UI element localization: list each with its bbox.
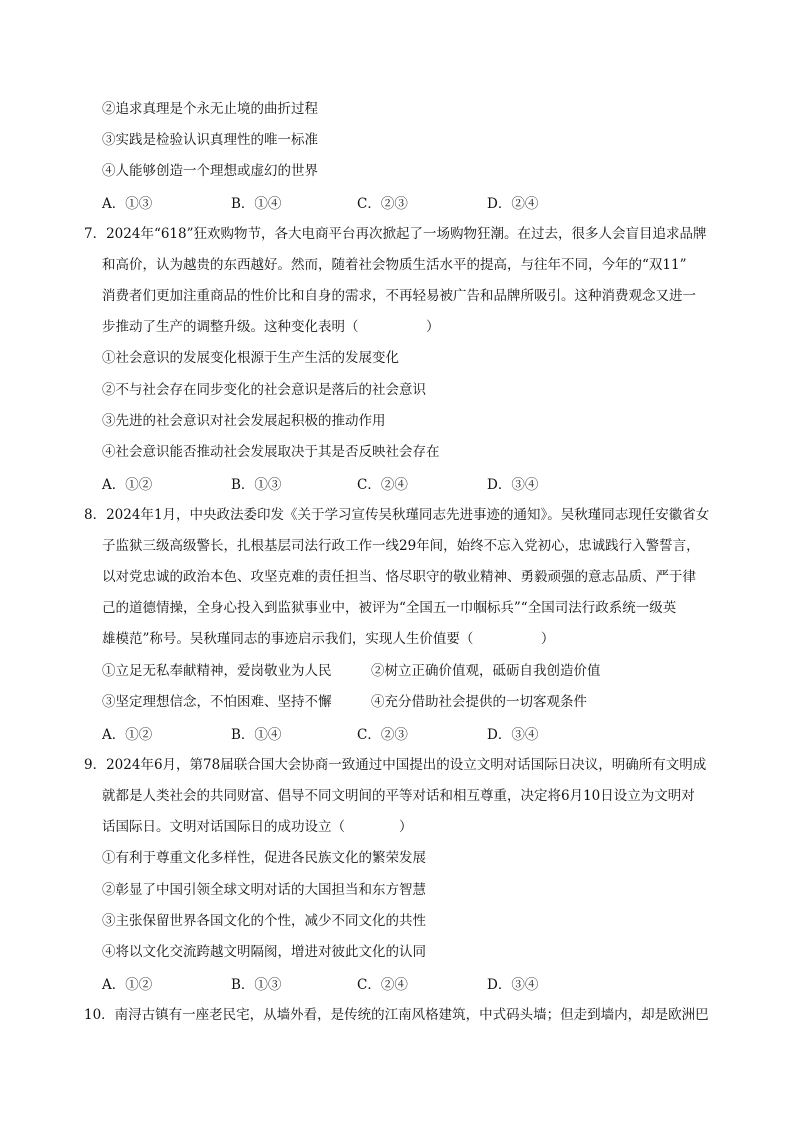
statement: ①社会意识的发展变化根源于生产生活的发展变化 xyxy=(102,350,399,366)
question-text: 8．2024年1月，中央政法委印发《关于学习宣传吴秋瑾同志先进事迹的通知》。吴秋瑾同志现任安徽省女 xyxy=(84,507,710,523)
statement: ②树立正确价值观，砥砺自我创造价值 xyxy=(371,663,601,679)
question-text: 7．2024年“618”狂欢购物节，各大电商平台再次掀起了一场购物狂潮。在过去，很多人会盲目追求品牌 xyxy=(84,226,707,242)
statement: ②彰显了中国引领全球文明对话的大国担当和东方智慧 xyxy=(102,882,426,898)
choice-c: C．②④ xyxy=(357,977,408,993)
statement: ①有利于尊重文化多样性，促进各民族文化的繁荣发展 xyxy=(102,850,426,866)
choice-b: B．①③ xyxy=(231,477,282,493)
statement: ②不与社会存在同步变化的社会意识是落后的社会意识 xyxy=(102,382,426,398)
choice-c: C．②③ xyxy=(357,196,408,212)
question-text: 雄模范”称号。吴秋瑾同志的事迹启示我们，实现人生价值要（ ） xyxy=(102,631,555,647)
choice-b: B．①④ xyxy=(231,727,282,743)
statement: ①立足无私奉献精神，爱岗敬业为人民 xyxy=(102,663,332,679)
question-text: 10．南浔古镇有一座老民宅，从墙外看，是传统的江南风格建筑，中式码头墙；但走到墙内，却是欧洲巴 xyxy=(84,1007,709,1023)
choice-a: A．①② xyxy=(102,977,153,993)
statement: ③先进的社会意识对社会发展起积极的推动作用 xyxy=(102,413,386,429)
choice-d: D．③④ xyxy=(487,477,539,493)
choice-d: D．③④ xyxy=(487,727,539,743)
statement: ④充分借助社会提供的一切客观条件 xyxy=(371,694,587,710)
question-text: 子监狱三级高级警长，扎根基层司法行政工作一线29年间，始终不忘入党初心，忠诚践行入警誓言， xyxy=(102,538,700,554)
statement: ③坚定理想信念，不怕困难、坚持不懈 xyxy=(102,694,332,710)
question-text: 就都是人类社会的共同财富、倡导不同文明间的平等对话和相互尊重，决定将6月10日设立为文明对 xyxy=(102,788,695,804)
choice-d: D．③④ xyxy=(487,977,539,993)
statement: ③主张保留世界各国文化的个性，减少不同文化的共性 xyxy=(102,913,426,929)
statement: ④社会意识能否推动社会发展取决于其是否反映社会存在 xyxy=(102,444,440,460)
choice-b: B．①③ xyxy=(231,977,282,993)
statement: ②追求真理是个永无止境的曲折过程 xyxy=(102,101,318,117)
question-text: 以对党忠诚的政治本色、攻坚克难的责任担当、恪尽职守的敬业精神、勇毅顽强的意志品质、严于律 xyxy=(102,569,696,585)
question-text: 消费者们更加注重商品的性价比和自身的需求，不再轻易被广告和品牌所吸引。这种消费观念又进一 xyxy=(102,288,696,304)
statement: ④将以文化交流跨越文明隔阂，增进对彼此文化的认同 xyxy=(102,944,426,960)
choice-a: A．①② xyxy=(102,477,153,493)
choice-a: A．①② xyxy=(102,727,153,743)
question-text: 步推动了生产的调整升级。这种变化表明（ ） xyxy=(102,319,440,335)
choice-c: C．②④ xyxy=(357,477,408,493)
statement: ④人能够创造一个理想或虚幻的世界 xyxy=(102,163,318,179)
question-text: 己的道德情操，全身心投入到监狱事业中，被评为“全国五一巾帼标兵”“全国司法行政系统一级英 xyxy=(102,600,677,616)
question-text: 话国际日。文明对话国际日的成功设立（ ） xyxy=(102,819,413,835)
choice-b: B．①④ xyxy=(231,196,282,212)
question-text: 9．2024年6月，第78届联合国大会协商一致通过中国提出的设立文明对话国际日决议，明确所有文明成 xyxy=(84,757,707,773)
choice-a: A．①③ xyxy=(102,196,153,212)
statement: ③实践是检验认识真理性的唯一标准 xyxy=(102,132,318,148)
question-text: 和高价，认为越贵的东西越好。然而，随着社会物质生活水平的提高，与往年不同，今年的“双11” xyxy=(102,257,687,273)
choice-d: D．②④ xyxy=(487,196,539,212)
choice-c: C．②③ xyxy=(357,727,408,743)
